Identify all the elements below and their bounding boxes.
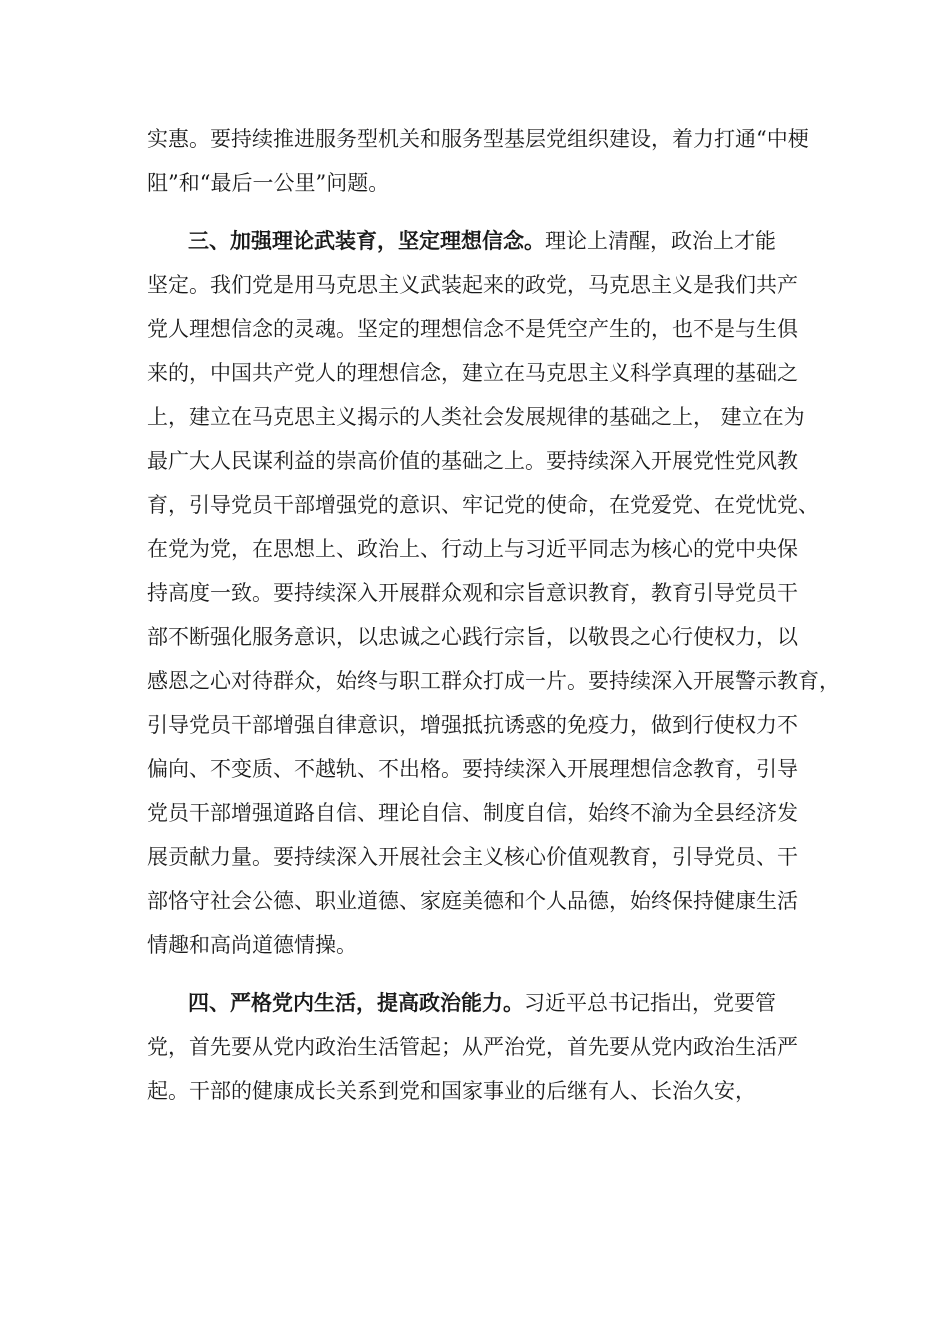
text-line	[0, 351, 950, 395]
text-line	[0, 659, 950, 703]
text-line-content: 偏向、不变质、不越轨、不出格。要持续深入开展理想信念教育，引导	[147, 757, 798, 781]
section-4-lead-text: 习近平总书记指出，党要管	[524, 991, 776, 1015]
text-line-content: 部不断强化服务意识，以忠诚之心践行宗旨，以敬畏之心行使权力，以	[147, 625, 798, 649]
text-line-content: 持高度一致。要持续深入开展群众观和宗旨意识教育，教育引导党员干	[147, 581, 798, 605]
text-line	[0, 263, 950, 307]
text-line	[0, 879, 950, 923]
section-4-first-line	[0, 981, 950, 1025]
text-line	[0, 791, 950, 835]
text-line	[0, 703, 950, 747]
section-3-lead-text: 理论上清醒，政治上才能	[545, 229, 776, 253]
section-3-heading: 三、加强理论武装育，坚定理想信念。	[188, 229, 545, 253]
text-line	[0, 439, 950, 483]
text-line-content: 党，首先要从党内政治生活管起；从严治党，首先要从党内政治生活严	[147, 1035, 798, 1059]
section-3-first-line	[0, 219, 950, 263]
text-line-content: 上，建立在马克思主义揭示的人类社会发展规律的基础之上， 建立在为	[147, 405, 805, 429]
text-line	[0, 1025, 950, 1069]
text-line	[0, 117, 950, 161]
text-line	[0, 615, 950, 659]
text-line-content: 最广大人民谋利益的崇高价值的基础之上。要持续深入开展党性党风教	[147, 449, 798, 473]
text-line-content: 实惠。要持续推进服务型机关和服务型基层党组织建设，着力打通“中梗	[147, 127, 809, 151]
section-4-heading: 四、严格党内生活，提高政治能力。	[188, 991, 524, 1015]
text-line	[0, 161, 950, 205]
text-line-content: 育，引导党员干部增强党的意识、牢记党的使命，在党爱党、在党忧党、	[147, 493, 819, 517]
text-line-content: 来的，中国共产党人的理想信念，建立在马克思主义科学真理的基础之	[147, 361, 798, 385]
text-line	[0, 747, 950, 791]
text-line-content: 党员干部增强道路自信、理论自信、制度自信，始终不渝为全县经济发	[147, 801, 798, 825]
text-line	[0, 835, 950, 879]
text-line-content: 阻”和“最后一公里”问题。	[147, 171, 390, 195]
text-line	[0, 571, 950, 615]
text-line-content: 党人理想信念的灵魂。坚定的理想信念不是凭空产生的，也不是与生俱	[147, 317, 798, 341]
text-line	[0, 307, 950, 351]
text-line-content: 展贡献力量。要持续深入开展社会主义核心价值观教育，引导党员、干	[147, 845, 798, 869]
text-line-content: 部恪守社会公德、职业道德、家庭美德和个人品德，始终保持健康生活	[147, 889, 798, 913]
text-line-content: 情趣和高尚道德情操。	[147, 933, 357, 957]
text-line	[0, 1069, 950, 1113]
text-line	[0, 923, 950, 967]
text-line	[0, 395, 950, 439]
text-line-content: 坚定。我们党是用马克思主义武装起来的政党，马克思主义是我们共产	[147, 273, 798, 297]
text-line-content: 引导党员干部增强自律意识，增强抵抗诱惑的免疫力，做到行使权力不	[147, 713, 798, 737]
text-line	[0, 483, 950, 527]
text-line-content: 在党为党，在思想上、政治上、行动上与习近平同志为核心的党中央保	[147, 537, 798, 561]
text-line-content: 起。干部的健康成长关系到党和国家事业的后继有人、长治久安，	[147, 1079, 756, 1103]
text-line	[0, 527, 950, 571]
text-line-content: 感恩之心对待群众，始终与职工群众打成一片。要持续深入开展警示教育，	[147, 669, 840, 693]
